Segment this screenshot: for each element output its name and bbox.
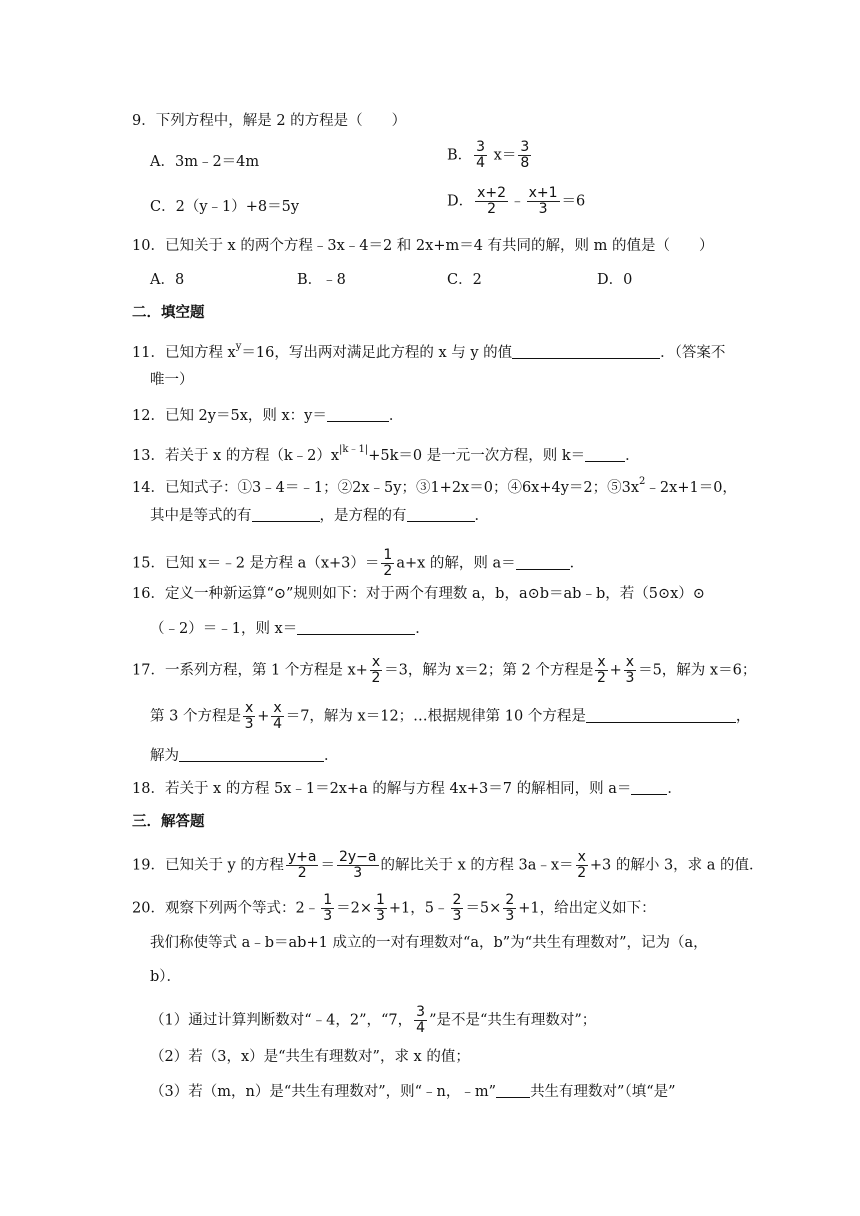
- fraction-part: 2: [371, 670, 381, 686]
- question-9-option-b: B． $\frac{3}{4}$ x＝ $\frac{3}{8}$: [447, 139, 530, 171]
- question-19: 19．已知关于 y 的方程 $\frac{y+a}{2}$ ＝ $\frac{2y-a}{3}$ 的解比关于 x 的方程 3a﹣x＝ $\frac{x}{2}$ +3 的解小 3，求 a 的值．: [132, 849, 764, 881]
- question-10-stem: 10．已知关于 x 的两个方程﹣3x﹣4＝2 和 2x+m＝4 有共同的解，则 m 的值是（ ）: [132, 238, 714, 254]
- fraction-part: 3: [375, 908, 385, 924]
- question-9-option-a: A．3m﹣2＝4m: [150, 154, 260, 170]
- fraction: [503, 893, 516, 924]
- fraction-part: 3: [353, 865, 363, 881]
- question-20-part-1: （1）通过计算判断数对“﹣4，2”，“7， $\frac{3}{4}$ ”是不是“共生有理数对”；: [150, 1004, 597, 1036]
- question-18: 18．若关于 x 的方程 5x﹣1＝2x+a 的解与方程 4x+3＝7 的解相同，则 a＝ ．: [132, 781, 682, 797]
- answer-blank: [585, 447, 625, 462]
- fraction-part: 4: [416, 1020, 426, 1036]
- superscript: |k﹣1|: [339, 444, 369, 455]
- question-10-option-a: A．8: [150, 272, 185, 288]
- fraction: [595, 655, 607, 686]
- fraction-part: x: [597, 654, 606, 670]
- fraction-part: 2: [383, 563, 393, 579]
- fraction: [474, 140, 487, 171]
- question-10-option-c: C．2: [447, 272, 482, 288]
- fraction-part: x: [244, 700, 254, 716]
- fraction: [576, 850, 588, 881]
- question-11-cont: 唯一）: [150, 372, 194, 388]
- fraction-part: x+1: [528, 185, 558, 201]
- question-20-definition-cont: b）．: [150, 969, 182, 985]
- question-16-cont: （﹣2）＝﹣1，则 x＝ ．: [150, 621, 430, 637]
- question-9-stem: 9．下列方程中，解是 2 的方程是（ ）: [132, 113, 407, 129]
- question-14: 14．已知式子：①3﹣4＝﹣1；②2x﹣5y；③1+2x＝0；④6x+4y＝2；$⑤3x^2﹣2x+1=0$，: [132, 476, 737, 496]
- answer-blank: [252, 507, 320, 522]
- fraction-part: 2: [487, 201, 497, 217]
- question-14-cont: 其中是等式的有 ，是方程的有 ．: [150, 508, 489, 524]
- question-9-option-c: C．2（y﹣1）+8＝5y: [150, 199, 300, 215]
- fraction-part: 3: [244, 716, 254, 732]
- answer-blank: [512, 344, 660, 359]
- fraction-part: 2: [597, 670, 606, 686]
- fraction-part: 2: [505, 892, 515, 908]
- fraction-part: 2: [297, 865, 307, 881]
- fraction: [451, 893, 464, 924]
- superscript: y: [235, 341, 242, 352]
- fraction-part: 2: [577, 865, 587, 881]
- fraction-part: x: [625, 654, 635, 670]
- fraction-part: x: [371, 654, 381, 670]
- fraction: [381, 548, 394, 579]
- fraction: [271, 701, 283, 732]
- question-10-option-d: D．0: [597, 272, 633, 288]
- fraction-part: 1: [375, 892, 385, 908]
- fraction: [374, 893, 387, 924]
- fraction: [475, 186, 508, 217]
- answer-blank: [327, 407, 389, 422]
- question-17-cont: 第 3 个方程是 $\frac{x}{3}$ + $\frac{x}{4}$ ＝7，解为 x＝12；…根据规律第 10 个方程是 ，: [150, 700, 751, 732]
- question-13: 13．若关于 x 的方程$(k﹣2)x^{|k﹣1|}+5k=0$ 是一元一次方程，则 k＝ ．: [132, 444, 640, 464]
- section-2-heading: 二．填空题: [132, 305, 205, 321]
- question-10-option-b: B．﹣8: [297, 272, 346, 288]
- answer-blank: [297, 620, 415, 635]
- question-11: 11．已知方程 $x^y=16$，写出两对满足此方程的 x 与 y 的值 ．（答案不: [132, 341, 726, 361]
- fraction-part: x+2: [477, 185, 507, 201]
- fraction-part: 4: [476, 155, 486, 171]
- question-12: 12．已知 2y＝5x，则 x：y＝ ．: [132, 408, 404, 424]
- question-16: 16．定义一种新运算“⊙”规则如下：对于两个有理数 a，b，a⊙b＝ab﹣b，若（5⊙x）⊙: [132, 586, 705, 602]
- fraction-part: x: [577, 849, 586, 865]
- fraction-part: 2y−a: [338, 849, 377, 865]
- question-17: 17．一系列方程，第 1 个方程是 x+ $\frac{x}{2}$ ＝3，解为 x＝2；第 2 个方程是 $\frac{x}{2}$ + $\frac{x}{3}$ ＝5，解为 x＝6；: [132, 654, 757, 686]
- answer-blank: [516, 555, 570, 570]
- fraction-part: x: [273, 700, 282, 716]
- answer-blank: [586, 708, 736, 723]
- section-3-heading: 三．解答题: [132, 814, 205, 830]
- fraction: [414, 1005, 427, 1036]
- question-15: 15．已知 x＝﹣2 是方程 a（x+3）＝ $\frac{1}{2}$ a+x 的解，则 a＝ ．: [132, 547, 585, 579]
- fraction-part: 3: [505, 908, 515, 924]
- answer-blank: [179, 747, 324, 762]
- fraction-part: 1: [383, 547, 393, 563]
- question-20-definition: 我们称使等式 a﹣b＝ab+1 成立的一对有理数对“a，b”为“共生有理数对”，记为（a，: [150, 935, 708, 951]
- fraction-part: 3: [476, 139, 486, 155]
- question-20-part-2: （2）若（3，x）是“共生有理数对”，求 x 的值；: [150, 1049, 470, 1065]
- answer-blank: [496, 1083, 530, 1098]
- fraction-part: 4: [273, 716, 283, 732]
- fraction-part: 3: [520, 139, 530, 155]
- fraction-part: 3: [416, 1004, 426, 1020]
- fraction: [518, 140, 531, 171]
- question-9-option-d: D． $\frac{x+2}{2}$ ﹣ $\frac{x+1}{3}$ ＝6: [447, 185, 586, 217]
- question-17-cont2: 解为 ．: [150, 748, 339, 764]
- fraction: [527, 186, 560, 217]
- fraction: [243, 701, 255, 732]
- fraction: [337, 850, 379, 881]
- answer-blank: [407, 507, 475, 522]
- fraction-part: 3: [323, 908, 333, 924]
- fraction: [370, 655, 382, 686]
- fraction-part: 3: [625, 670, 635, 686]
- question-20-part-3: （3）若（m，n）是“共生有理数对”，则“﹣n，﹣m” 共生有理数对”（填“是”: [150, 1084, 676, 1100]
- fraction-part: 3: [538, 201, 548, 217]
- fraction-part: 8: [520, 155, 530, 171]
- superscript: 2: [639, 476, 646, 487]
- fraction: [624, 655, 636, 686]
- question-20: 20．观察下列两个等式：2﹣ $\frac{1}{3}$ ＝2× $\frac{1}{3}$ +1，5﹣ $\frac{2}{3}$ ＝5× $\frac{2}{3}$ +1，给出定义如下：: [132, 892, 656, 924]
- fraction-part: y+a: [287, 849, 317, 865]
- fraction-part: 1: [323, 892, 333, 908]
- fraction-part: 2: [452, 892, 462, 908]
- fraction-part: 3: [452, 908, 462, 924]
- fraction: [321, 893, 334, 924]
- answer-blank: [631, 780, 667, 795]
- fraction: [286, 850, 319, 881]
